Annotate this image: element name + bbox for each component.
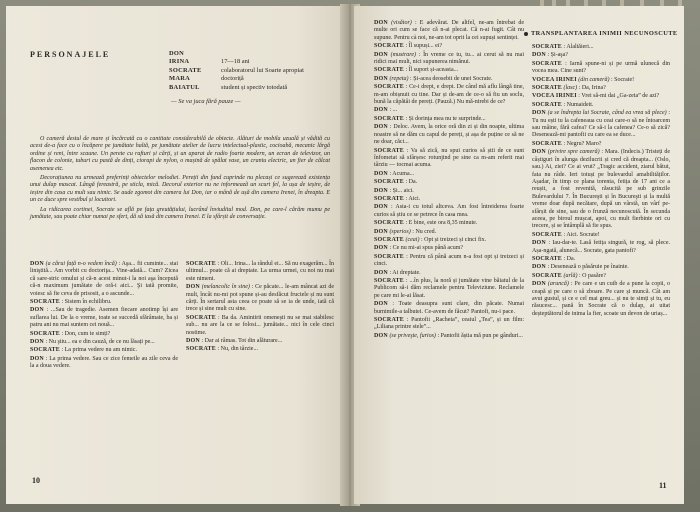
dialogue-line: DON : Dar ai râmas. Tot din alăturare... [186, 338, 283, 345]
page-number-left: 10 [32, 476, 40, 485]
stage-direction: (repeta) [389, 75, 409, 82]
speaker-name: DON [374, 204, 388, 211]
line-text: La prima vedere nu am nimic. [64, 347, 137, 354]
intro-paragraph: La ridicarea cortinei, Socrate se află pe fața greutățiului, lucrând înviuditul mod. Don, pe care-l cărăm mumu pe jumătate, sau poate chiar numai pe sfert, dă să iasă din camera Irenei. E la sfârșit de conversație. [30, 206, 330, 221]
speaker-name: SOCRATE [30, 330, 60, 337]
speaker-name: SOCRATE [374, 220, 404, 227]
dialogue-line: SOCRATE : Va să zică, nu spui curios să știi de ce sunt înfometat să sfârșesc rotunjind pe sine ca m-am referit mai târziu — tocmai acuma. [374, 147, 524, 169]
line-text: Ce păcate... le-am mâncat azi de mult, încât nu-mi pot spune și-au desfăcut fructele și nu sunt cărți. În sertarul asta ceea ce poate să se ia de unde, iată că trece și sine mult cu sine. [186, 284, 335, 313]
speaker-name: SOCRATE [374, 115, 404, 122]
speaker-name: SOCRATE [374, 195, 404, 202]
speaker-name: DON [374, 20, 388, 26]
speaker-name: SOCRATE [186, 346, 216, 353]
line-text: ... [392, 107, 398, 114]
dialogue-line: DON : Nu ştiu... ea e din cauză, de ce nu lăsați pe... [30, 339, 155, 346]
dialogue-line: SOCRATE : Aici. Socrate! [532, 231, 600, 238]
speaker-name: VOCEA IRINEI [532, 93, 577, 100]
speaker-name: DON [532, 281, 546, 288]
line-text: Tu nu ești tu la cafeneaua cu ceai care-o să ne întoarcem sau mâine, fără cafea? Ce să-i la cafenea? Ce-o să zică? Desenează-mi pantofii cu care ea se duce... [532, 117, 670, 139]
stage-direction: (melancolic în sine) [201, 284, 250, 291]
dialogue-line: SOCRATE (ceai) : Opt și treizeci și cinci fix. [374, 236, 487, 243]
dialogue-line: SOCRATE : Aici. [374, 195, 421, 202]
line-text: Nu, din târzie... [220, 346, 258, 353]
speaker-name: SOCRATE [374, 147, 404, 154]
speaker-name: SOCRATE [186, 314, 216, 321]
line-text: Aşa... fii cuminte... stai liniştită... Am vorbit cu doctoriţa... Vine-adată... Cum? Zicea că sare-stric omului și că-n acest minut-i la noi aşa începută că-n maximum jumătate de oră-i aici... Şi tată promite, voiesc să fie ceva de prisosit, a o ascunde... [30, 261, 178, 297]
speaker-name: DON [532, 149, 546, 156]
dialogue-line: DON : Iau-dar-te. Lasă fetița singură, te rog, să plece. Așa-ngată, alunecă... Socrate, gata pantofi? [532, 240, 671, 254]
stage-direction: (ceai) [405, 236, 420, 243]
dialogue-line: DON : Asta-i cu totul altceva. Am fost întreiderea foarte curios să știu ce se petrece în casa mea. [374, 204, 524, 218]
line-text: ...în plus, la noră și jumătate vine băiatul de la Publicom să-i dăm reclamele pentru Televiziune. Reclamele pe care mi le-ai lăsat. [374, 278, 524, 299]
line-text: Pantofii ăștia mă pun pe gânduri... [440, 332, 523, 339]
dialogue-line: SOCRATE : Negru? Maro? [532, 140, 602, 147]
line-text: Iau-dar-te. Lasă fetița singură, te rog, să plece. Așa-ngată, alunecă... Socrate, gata pantofi? [532, 240, 671, 254]
line-text: Aici. Socrate! [566, 231, 600, 238]
line-text: Îl supuși... ei? [408, 43, 443, 50]
speaker-name: DON [374, 228, 388, 235]
stage-direction: (lasc) [563, 85, 578, 92]
line-text: Deloc. Avem, la orice oră din zi și din noapte, ultima noastre să ne dăm cu capul de pereți, și așa de puține ce să ne ne doar, căci... [374, 124, 524, 146]
dialogue-line: DON (aruncă) : Pe care e un cuib de a pune la copii, o ceapă și pe care o să zboare. Pe care și muncă. Cât am avut gustul, și ce e cel mai greu... și nu te simți și tu, eu răsucesc... pană în Socrate că o dulap, ai uitat deșteptătorul de inima la fier, scoate un devon de uriaș... [532, 281, 670, 317]
dialogue-line: SOCRATE : Și dorința mea nu te surprinde... [374, 115, 486, 122]
stage-note: — Se va juca fără pauze — [171, 98, 241, 105]
speaker-name: SOCRATE [532, 44, 562, 50]
speaker-name: SOCRATE [374, 317, 404, 324]
speaker-name: DON [30, 261, 44, 267]
line-text: Don, cum te simți? [64, 330, 111, 337]
dialogue-line: DON : La prima vedere. Sau ce zice femeile au zile ceva de la a doua vedere. [30, 355, 178, 370]
running-header-text: TRANSPLANTAREA INIMII NECUNOSCUTE [531, 30, 678, 37]
dialogue-column-left-2 [186, 261, 334, 355]
cast-row [169, 84, 304, 92]
bullet-icon [524, 32, 528, 36]
dialogue-line: DON (repeta) : Și-acea deosebit de unei Socrate. [374, 75, 493, 82]
speaker-name: DON [186, 338, 200, 345]
speaker-name: DON [374, 75, 388, 82]
speaker-name: SOCRATE [186, 261, 216, 267]
dialogue-line: SOCRATE : E bine, este ora 8,35 minute. [374, 220, 478, 227]
dialogue-line: SOCRATE : Ce-i drept, e drept. De când mă aflu lângă tine, m-am obișnuit cu tine. Dar și de-am de ce-o să fiu un soclu, bună la căpătâi de pereți. (Pauză.) Nu mă-ntrebi de ce? [374, 84, 524, 106]
dialogue-line: SOCRATE : Pentru că până acum n-a fost opt și treizeci și cinci. [374, 253, 525, 268]
line-text: Ce nu mi-ai spus până acum? [392, 245, 464, 252]
line-text: ...Sau de tragedie. Asemen fiecare anotimp își are suflarea lui. De la o vreme, toate se succedă sfărâmate, ba și patru ani nu mai suntem cei nouă... [30, 307, 178, 329]
dialogue-line: SOCRATE : Numaideit. [532, 101, 594, 108]
line-text: Pe care e un cuib de a pune la copii, o ceapă și pe care o să zboare. Pe care și muncă. Cât am avut gustul, și ce e cel mai greu... și nu te simți și tu, eu răsucesc... pană în Socrate că o dulap, ai uitat deșteptătorul de inima la fier, scoate un devon de uriaș... [532, 281, 670, 317]
line-text: Oli... Irina... la rândul ei... Să nu exagerăm... În ultimul... poate că ai dreptate. La urma urmei, cu noi nu mai este nimeni. [186, 261, 335, 282]
speaker-name: SOCRATE [532, 272, 562, 279]
dialogue-line: DON : Ce nu mi-ai spus până acum? [374, 245, 464, 252]
speaker-name: DON [374, 170, 388, 177]
line-text: Îl suport și-aceasta... [408, 67, 459, 74]
line-text: Și dorința mea nu te surprinde... [408, 115, 486, 122]
speaker-name: SOCRATE [374, 179, 404, 186]
line-text: Toate deasupra sunt clare, din păcate. Numai burnimile-a talbutei. Ce-avem de făcut? Pantofi, nu-i pace. [374, 301, 524, 315]
speaker-name: DON [532, 52, 546, 59]
dialogue-line: SOCRATE : Îl suport și-aceasta... [374, 67, 459, 74]
dialogue-line: DON : Ai dreptate. [374, 269, 421, 276]
speaker-name: DON [374, 124, 388, 131]
dialogue-line: DON : Acuma... [374, 170, 415, 177]
dialogue-line: DON : Și... aici. [374, 187, 414, 194]
line-text: Aici. [408, 195, 421, 202]
dialogue-line: SOCRATE (lasc) : Da, Irina? [532, 85, 606, 92]
dialogue-line: DON : ... [374, 107, 398, 114]
cast-desc: doctoriță [221, 75, 244, 83]
line-text: Și-aşa? [550, 52, 568, 59]
speaker-name: SOCRATE [30, 299, 60, 306]
speaker-name: DON [30, 355, 44, 362]
line-text: Socrate! [614, 76, 635, 83]
speaker-name: SOCRATE [374, 253, 404, 260]
dialogue-line: SOCRATE (arlă) : O pasăre? [532, 272, 606, 279]
line-text: Da, Irina? [581, 85, 606, 92]
cast-heading: PERSONAJELE [30, 50, 111, 59]
line-text: Nu cred. [415, 228, 437, 235]
line-text: Sistem în echilibru. [64, 299, 112, 306]
dialogue-line: SOCRATE : La prima vedere nu am nimic. [30, 347, 137, 354]
left-page [6, 6, 346, 504]
cast-name: MARA [169, 75, 191, 83]
dialogue-line: SOCRATE : Îl supuși... ei? [374, 43, 443, 50]
line-text: Nu ştiu... ea e din cauză, de ce nu lăsați pe... [48, 339, 155, 346]
stage-direction: (a se îndrepta lui Socrate, când ea vrea să plece) [547, 110, 667, 117]
line-text: Dar ai râmas. Tot din alăturare... [204, 338, 283, 345]
speaker-name: SOCRATE [374, 67, 404, 74]
line-text: Desenează o păsăruie pe înainte. [550, 264, 629, 271]
line-text: La prima vedere. Sau ce zice femeile au zile ceva de la a doua vedere. [30, 355, 178, 370]
speaker-name: DON [186, 284, 200, 291]
line-text: Da. [566, 255, 576, 262]
cast-row [169, 75, 304, 83]
dialogue-line: SOCRATE : Ba da. Amintirii omenești nu se mai stabilesc sub... nu are la ce se folosi... jumătate... nici în cele cinci nostime. [186, 314, 334, 336]
speaker-name: VOCEA IRINEI [532, 76, 577, 83]
line-text: Pantofii „Racheta”, ceaiul „Tea”, și un film: „Liliana printre stele”... [374, 317, 524, 331]
speaker-name: DON [30, 339, 44, 346]
dialogue-line: DON (sperios) : Nu cred. [374, 228, 437, 235]
speaker-name: DON [532, 264, 546, 271]
line-text: E bine, este ora 8,35 minute. [408, 220, 478, 227]
cast-row [169, 50, 304, 58]
cast-name: IRINA [169, 58, 190, 66]
stage-direction: (visător) [391, 20, 412, 26]
intro-paragraph: Decorațiunea nu urmează preferinți obiectelor melodiei. Pereții din fund cuprinde nu plecași ce sugerează existența unui dulap mascat. Lângă fereastră, pe sticla, mică. Decorul exterior nu ne informeazã un scurt fel, la ușa de ieșire, de ieșire din casa cu mult sau nimic. Se aude zgomot din camera lui Don, iar o mână de ușă din camera Irenei, în dreapta. E un ce duce spre vestibul și locuitori. [30, 175, 330, 204]
line-text: Alaltăieri... [566, 44, 594, 50]
line-text: Numaideit. [566, 101, 594, 108]
speaker-name: DON [532, 240, 546, 247]
dialogue-column-left-1 [30, 261, 178, 372]
speaker-name: SOCRATE [374, 236, 404, 243]
dialogue-line: DON (a cărui față n-o vedem încă) : Aşa... fii cuminte... stai liniştită... Am vorbit cu doctoriţa... Vine-adată... Cum? Zicea că sare-stric omului și că-n acest minut-i la noi aşa începută că-n maximum jumătate de oră-i aici... Şi tată promite, voiesc să fie ceva de prisosit, a o ascunde... [30, 261, 178, 297]
stage-direction: (din cameră) [578, 76, 610, 83]
line-text: Mara. (Indecis.) Tristeți de câștiguri în alunga dezilucrii și cred că dreapta... (Oslo, sau.) Ai, ziei? Ce ai vrut? „Tragic accident, ziarul bătut, fata nu râde. Ieri totuși pe bulevardul amabilităților. Așadar, în timp ce plana torenta, fetița de 17 ani ce a reușit, a fost revenită, răsucită pe sub grinzile Bulevardului 7. În Bucureşti și în Bucureşti și la multă vreme doar după necătare, după un vârstă, un vârf pe-sfârșit de sine, sau de o frunză necunoscută. În secunda aceea, pe biroul mușcat, apoi, cu mult fierbinte ori cu trecere, și se întâmplă să fie spus. [532, 149, 671, 230]
stage-direction: (se priveşte, furios) [389, 332, 436, 339]
page-number-right: 11 [659, 481, 667, 490]
line-text: Ai dreptate. [392, 269, 421, 276]
speaker-name: DON [374, 187, 388, 194]
dialogue-line: DON (se priveşte, furios) : Pantofii ăștia mă pun pe gânduri... [374, 332, 523, 339]
dialogue-line: DON (visător) : E adevărat. De altfel, ne-am întrebat de multe ori cum se face că n-ai plecat. Că n-ai fugit. Cât nu supune. Pentru cà noi, ne-am tot oprit la cei supuși sentinței. [374, 20, 524, 41]
dialogue-line: DON (a se îndrepta lui Socrate, când ea vrea să plece) : Tu nu ești tu la cafeneaua cu ceai care-o să ne întoarcem sau mâine, fără cafea? Ce să-i la cafenea? Ce-o să zică? Desenează-mi pantofii cu care ea se duce... [532, 110, 670, 139]
speaker-name: SOCRATE [532, 101, 562, 108]
right-page [354, 6, 684, 504]
line-text: Vrei să-mi dai „Ga-zeta” de azi? [581, 93, 660, 100]
dialogue-line: SOCRATE : Alaltăieri... [532, 44, 594, 50]
intro-paragraph: O cameră destul de mare și încărcată cu o cantitate considerabilă de obiecte. Alături de mobila uzuală și vădită cu acest de-a face cu o încăpere pe jumătate haltă, pe jumătate atelier de lucru intelectual-plastic, cocioabă, mecanic lărgă ordine și reni, între scaune. Un perete cu rafturi și cărți, și un aparat de radio foarte modern, un ecran de televizor, un flacon de colonie, tuburi cu pastă de dinți, ciorapi de nylon, o mașină de spălat vase, un craniu electric, un fier de călcat asemenea etc. [30, 136, 330, 172]
speaker-name: DON [374, 51, 388, 58]
dialogue-column-right-2 [532, 44, 670, 319]
cast-list [169, 50, 304, 92]
stage-direction: (sperios) [389, 228, 411, 235]
dialogue-line: SOCRATE : ...în plus, la noră și jumătate vine băiatul de la Publicom să-i dăm reclamele pentru Televiziune. Reclamele pe care mi le-ai lăsat. [374, 278, 524, 299]
speaker-name: SOCRATE [532, 85, 562, 92]
line-text: Asta-i cu totul altceva. Am fost întreiderea foarte curios să știu ce se petrece în casa mea. [374, 204, 524, 218]
running-header [524, 30, 678, 37]
dialogue-line: SOCRATE : Da. [374, 179, 418, 186]
cast-desc: colaboratorul lui Soarte apropiat [221, 66, 304, 74]
line-text: Ba da. Amintirii omenești nu se mai stabilesc sub... nu are la ce se folosi... jumătate... nici în cele cinci nostime. [186, 314, 334, 336]
speaker-name: SOCRATE [30, 347, 60, 354]
dialogue-line: DON : Toate deasupra sunt clare, din păcate. Numai burnimile-a talbutei. Ce-avem de făcut? Pantofi, nu-i pace. [374, 301, 524, 315]
line-text: Acuma... [392, 170, 415, 177]
line-text: În vreme ce tu, tu... ai cerut să nu mai ridici mai mult, nici supunerea nimănui. [374, 51, 525, 66]
speaker-name: DON [374, 107, 388, 114]
speaker-name: SOCRATE [532, 60, 562, 67]
line-text: O pasăre? [582, 272, 606, 279]
speaker-name: SOCRATE [374, 84, 404, 91]
dialogue-line: SOCRATE : Oli... Irina... la rândul ei... Să nu exagerăm... În ultimul... poate că ai dreptate. La urma urmei, cu noi nu mai este nimeni. [186, 261, 335, 282]
line-text: Ce-i drept, e drept. De când mă aflu lângă tine, m-am obișnuit cu tine. Dar și de-am de ce-o să fiu un soclu, bună la căpătâi de pereți. (Pauză.) Nu mă-ntrebi de ce? [374, 84, 524, 106]
stage-direction: (a cărui față n-o vedem încă) [45, 261, 117, 267]
stage-direction: (privire spre cameră) [547, 149, 600, 156]
speaker-name: DON [374, 332, 388, 339]
speaker-name: DON [374, 301, 388, 308]
line-text: Opt și treizeci și cinci fix. [424, 236, 487, 243]
cast-name: BAIATUL [169, 83, 200, 91]
dialogue-line: SOCRATE : Sistem în echilibru. [30, 299, 112, 306]
stage-direction: (arlă) [563, 272, 578, 279]
speaker-name: DON [30, 307, 44, 314]
dialogue-line: DON (privire spre cameră) : Mara. (Indecis.) Tristeți de câștiguri în alunga dezilucrii și cred că dreapta... (Oslo, sau.) Ai, ziei? Ce ai vrut? „Tragic accident, ziarul bătut, fata nu râde. Ieri totuși pe bulevardul amabilităților. Așadar, în timp ce plana torenta, fetița de 17 ani ce a reușit, a fost revenită, răsucită pe sub grinzile Bulevardului 7. În Bucureşti și în Bucureşti și la multă vreme doar după necătare, după un vârstă, un vârf pe-sfârșit de sine, sau de o frunză necunoscută. În secunda aceea, pe biroul mușcat, apoi, cu mult fierbinte ori cu trecere, și se întâmplă să fie spus. [532, 149, 671, 230]
line-text: Iarnă spune-ni și pe urmă ulunecă din vocea mea. Cine sunt? [532, 60, 670, 75]
dialogue-line: SOCRATE : Pantofii „Racheta”, ceaiul „Tea”, și un film: „Liliana printre stele”... [374, 317, 524, 331]
line-text: Și... aici. [392, 187, 414, 194]
dialogue-line: DON : Desenează o păsăruie pe înainte. [532, 264, 629, 271]
dialogue-line: DON : Și-aşa? [532, 52, 568, 59]
cast-name: SOCRATE [169, 66, 202, 74]
dialogue-line: SOCRATE : Don, cum te simți? [30, 330, 111, 337]
line-text: Pentru că până acum n-a fost opt și treizeci și cinci. [374, 253, 525, 268]
dialogue-line: DON : ...Sau de tragedie. Asemen fiecare anotimp își are suflarea lui. De la o vreme, toate se succedă sfărâmate, ba și patru ani nu mai suntem cei nouă... [30, 307, 178, 329]
dialogue-line: DON (melancolic în sine) : Ce păcate... le-am mâncat azi de mult, încât nu-mi pot spune și-au desfăcut fructele și nu sunt cărți. În sertarul asta ceea ce poate să se ia de unde, iată că trece și sine mult cu sine. [186, 284, 335, 313]
speaker-name: DON [374, 269, 388, 276]
speaker-name: SOCRATE [374, 278, 404, 284]
line-text: Negru? Maro? [566, 140, 602, 147]
speaker-name: SOCRATE [374, 43, 404, 50]
dialogue-column-right-1 [374, 20, 524, 341]
dialogue-line: DON : Deloc. Avem, la orice oră din zi și din noapte, ultima noastre să ne dăm cu capul de pereți, și așa de puține ce să ne ne doar, căci... [374, 124, 524, 146]
dialogue-line: SOCRATE : Iarnă spune-ni și pe urmă ulunecă din vocea mea. Cine sunt? [532, 60, 670, 75]
dialogue-line: SOCRATE : Da. [532, 255, 576, 262]
line-text: Și-acea deosebit de unei Socrate. [413, 75, 493, 82]
speaker-name: DON [532, 110, 546, 117]
stage-direction: (mustrare) [390, 51, 417, 58]
line-text: Va să zică, nu spui curios să știi de ce sunt înfometat să sfârșesc rotunjind pe sine ca m-am referit mai târziu — tocmai acuma. [374, 147, 524, 169]
line-text: E adevărat. De altfel, ne-am întrebat de multe ori cum se face că n-ai plecat. Că n-ai fugit. Cât nu supune. Pentru cà noi, ne-am tot oprit la cei supuși sentinței. [374, 20, 524, 41]
dialogue-line: VOCEA IRINEI : Vrei să-mi dai „Ga-zeta” de azi? [532, 93, 660, 100]
cast-row [169, 67, 304, 75]
dialogue-line: DON (mustrare) : În vreme ce tu, tu... ai cerut să nu mai ridici mai mult, nici supunerea nimănui. [374, 51, 525, 66]
stage-direction: (aruncă) [547, 281, 569, 288]
cast-desc: student și spectiv totodată [221, 83, 288, 91]
speaker-name: SOCRATE [532, 255, 562, 262]
stage-directions [30, 136, 330, 223]
dialogue-line: SOCRATE : Nu, din târzie... [186, 346, 258, 353]
cast-row [169, 58, 304, 66]
cast-name: DON [169, 50, 185, 57]
speaker-name: SOCRATE [532, 140, 562, 147]
speaker-name: DON [374, 245, 388, 252]
cast-desc: 17—18 ani [221, 58, 250, 66]
line-text: Da. [408, 179, 418, 186]
speaker-name: SOCRATE [532, 231, 562, 238]
dialogue-line: VOCEA IRINEI (din cameră) : Socrate! [532, 76, 635, 83]
